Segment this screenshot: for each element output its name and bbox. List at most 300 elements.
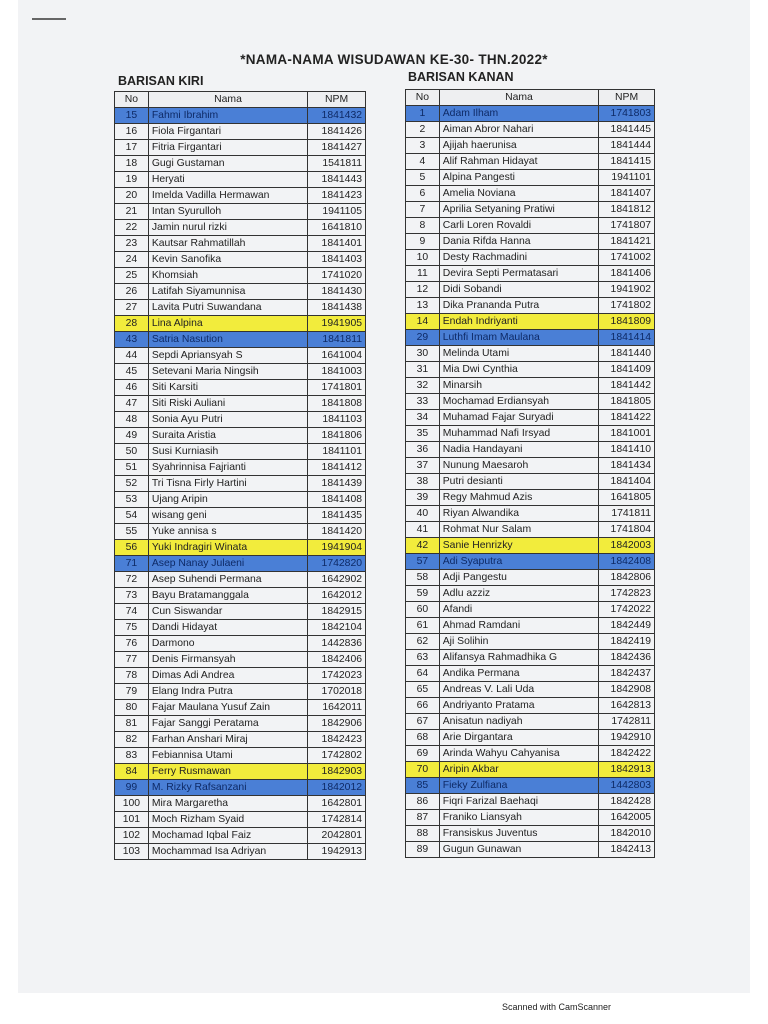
cell-no: 76 <box>115 636 149 652</box>
cell-no: 48 <box>115 412 149 428</box>
cell-nama: Dania Rifda Hanna <box>439 234 598 250</box>
cell-nama: Mochamad Iqbal Faiz <box>148 828 307 844</box>
cell-no: 81 <box>115 716 149 732</box>
cell-npm: 1541811 <box>308 156 366 172</box>
cell-npm: 1941905 <box>308 316 366 332</box>
table-row <box>115 540 366 556</box>
cell-nama: Nadia Handayani <box>439 442 598 458</box>
cell-nama: Andreas V. Lali Uda <box>439 682 598 698</box>
table-row <box>406 666 655 682</box>
cell-npm: 1642011 <box>308 700 366 716</box>
cell-nama: Anisatun nadiyah <box>439 714 598 730</box>
cell-no: 84 <box>115 764 149 780</box>
cell-npm: 1842906 <box>308 716 366 732</box>
cell-no: 10 <box>406 250 440 266</box>
cell-npm: 1842436 <box>599 650 655 666</box>
cell-no: 20 <box>115 188 149 204</box>
cell-no: 77 <box>115 652 149 668</box>
table-row <box>406 234 655 250</box>
cell-nama: Melinda Utami <box>439 346 598 362</box>
table-row <box>406 106 655 122</box>
cell-npm: 1642813 <box>599 698 655 714</box>
cell-nama: Amelia Noviana <box>439 186 598 202</box>
cell-no: 21 <box>115 204 149 220</box>
table-row <box>406 698 655 714</box>
cell-npm: 1742814 <box>308 812 366 828</box>
cell-no: 69 <box>406 746 440 762</box>
cell-npm: 1941904 <box>308 540 366 556</box>
cell-nama: Aji Solihin <box>439 634 598 650</box>
cell-npm: 1841426 <box>308 124 366 140</box>
cell-nama: Satria Nasution <box>148 332 307 348</box>
cell-npm: 1841805 <box>599 394 655 410</box>
cell-nama: Putri desianti <box>439 474 598 490</box>
cell-nama: Asep Suhendi Permana <box>148 572 307 588</box>
cell-no: 50 <box>115 444 149 460</box>
cell-no: 71 <box>115 556 149 572</box>
cell-no: 1 <box>406 106 440 122</box>
cell-npm: 1841415 <box>599 154 655 170</box>
cell-no: 83 <box>115 748 149 764</box>
cell-npm: 1841404 <box>599 474 655 490</box>
cell-npm: 1841103 <box>308 412 366 428</box>
cell-nama: Ujang Aripin <box>148 492 307 508</box>
cell-nama: Siti Karsiti <box>148 380 307 396</box>
table-row <box>406 602 655 618</box>
cell-no: 59 <box>406 586 440 602</box>
cell-nama: Luthfi Imam Maulana <box>439 330 598 346</box>
cell-npm: 1842908 <box>599 682 655 698</box>
cell-npm: 1841401 <box>308 236 366 252</box>
cell-no: 4 <box>406 154 440 170</box>
cell-no: 38 <box>406 474 440 490</box>
table-row <box>115 620 366 636</box>
table-row <box>115 284 366 300</box>
cell-npm: 1742023 <box>308 668 366 684</box>
cell-no: 63 <box>406 650 440 666</box>
cell-npm: 1742823 <box>599 586 655 602</box>
cell-nama: Jamin nurul rizki <box>148 220 307 236</box>
cell-npm: 1741002 <box>599 250 655 266</box>
table-row <box>406 378 655 394</box>
table-row <box>115 396 366 412</box>
table-row <box>115 668 366 684</box>
cell-no: 53 <box>115 492 149 508</box>
cell-nama: wisang geni <box>148 508 307 524</box>
table-row <box>115 796 366 812</box>
cell-npm: 1841421 <box>599 234 655 250</box>
cell-npm: 1641805 <box>599 490 655 506</box>
table-row <box>115 140 366 156</box>
table-row <box>115 748 366 764</box>
cell-no: 73 <box>115 588 149 604</box>
cell-no: 74 <box>115 604 149 620</box>
cell-no: 6 <box>406 186 440 202</box>
table-row <box>406 538 655 554</box>
table-row <box>406 842 655 858</box>
table-row <box>406 826 655 842</box>
cell-no: 25 <box>115 268 149 284</box>
col-header-npm: NPM <box>308 92 366 108</box>
cell-no: 35 <box>406 426 440 442</box>
cell-npm: 1842437 <box>599 666 655 682</box>
cell-no: 39 <box>406 490 440 506</box>
cell-nama: Kevin Sanofika <box>148 252 307 268</box>
table-row <box>406 778 655 794</box>
table-row <box>406 762 655 778</box>
cell-npm: 1642902 <box>308 572 366 588</box>
table-row <box>406 362 655 378</box>
cell-no: 86 <box>406 794 440 810</box>
cell-npm: 1841408 <box>308 492 366 508</box>
cell-no: 14 <box>406 314 440 330</box>
cell-nama: Yuke annisa s <box>148 524 307 540</box>
cell-npm: 1842010 <box>599 826 655 842</box>
cell-nama: Alpina Pangesti <box>439 170 598 186</box>
cell-nama: Devira Septi Permatasari <box>439 266 598 282</box>
cell-npm: 1841811 <box>308 332 366 348</box>
cell-nama: Ferry Rusmawan <box>148 764 307 780</box>
cell-no: 37 <box>406 458 440 474</box>
cell-npm: 1841443 <box>308 172 366 188</box>
cell-nama: Carli Loren Rovaldi <box>439 218 598 234</box>
cell-no: 8 <box>406 218 440 234</box>
cell-no: 75 <box>115 620 149 636</box>
table-row <box>406 138 655 154</box>
cell-no: 58 <box>406 570 440 586</box>
cell-npm: 1842406 <box>308 652 366 668</box>
left-section-heading: BARISAN KIRI <box>118 74 204 88</box>
table-row <box>406 170 655 186</box>
cell-nama: Alifansya Rahmadhika G <box>439 650 598 666</box>
cell-nama: Yuki Indragiri Winata <box>148 540 307 556</box>
col-header-npm: NPM <box>599 90 655 106</box>
cell-npm: 1841001 <box>599 426 655 442</box>
table-row <box>115 316 366 332</box>
table-row <box>115 652 366 668</box>
cell-no: 64 <box>406 666 440 682</box>
cell-nama: Aripin Akbar <box>439 762 598 778</box>
table-row <box>406 458 655 474</box>
cell-no: 78 <box>115 668 149 684</box>
cell-npm: 1842449 <box>599 618 655 634</box>
cell-no: 101 <box>115 812 149 828</box>
table-row <box>406 522 655 538</box>
cell-no: 44 <box>115 348 149 364</box>
table-row <box>115 236 366 252</box>
cell-npm: 1941902 <box>599 282 655 298</box>
cell-no: 47 <box>115 396 149 412</box>
table-row <box>406 298 655 314</box>
cell-nama: Siti Riski Auliani <box>148 396 307 412</box>
cell-no: 65 <box>406 682 440 698</box>
cell-no: 99 <box>115 780 149 796</box>
cell-no: 40 <box>406 506 440 522</box>
cell-npm: 1841439 <box>308 476 366 492</box>
cell-no: 26 <box>115 284 149 300</box>
cell-no: 49 <box>115 428 149 444</box>
cell-npm: 1841432 <box>308 108 366 124</box>
table-row <box>406 202 655 218</box>
table-row <box>115 492 366 508</box>
cell-npm: 1841414 <box>599 330 655 346</box>
cell-nama: Moch Rizham Syaid <box>148 812 307 828</box>
table-row <box>406 266 655 282</box>
cell-nama: Mochammad Isa Adriyan <box>148 844 307 860</box>
cell-nama: Sonia Ayu Putri <box>148 412 307 428</box>
cell-nama: Arinda Wahyu Cahyanisa <box>439 746 598 762</box>
cell-no: 46 <box>115 380 149 396</box>
table-row <box>115 636 366 652</box>
cell-no: 17 <box>115 140 149 156</box>
cell-npm: 1742811 <box>599 714 655 730</box>
cell-nama: Intan Syurulloh <box>148 204 307 220</box>
cell-no: 3 <box>406 138 440 154</box>
cell-npm: 1642801 <box>308 796 366 812</box>
cell-npm: 1842003 <box>599 538 655 554</box>
table-row <box>406 426 655 442</box>
col-header-nama: Nama <box>148 92 307 108</box>
cell-npm: 1841440 <box>599 346 655 362</box>
cell-npm: 1941101 <box>599 170 655 186</box>
cell-no: 72 <box>115 572 149 588</box>
cell-no: 103 <box>115 844 149 860</box>
cell-nama: Adi Syaputra <box>439 554 598 570</box>
cell-nama: Bayu Bratamanggala <box>148 588 307 604</box>
cell-no: 27 <box>115 300 149 316</box>
table-row <box>406 122 655 138</box>
left-graduates-table <box>114 91 366 860</box>
table-header-row <box>406 90 655 106</box>
cell-nama: Adlu azziz <box>439 586 598 602</box>
scanner-watermark: Scanned with CamScanner <box>502 1002 612 1012</box>
cell-no: 67 <box>406 714 440 730</box>
cell-nama: Syahrinnisa Fajrianti <box>148 460 307 476</box>
cell-npm: 1841808 <box>308 396 366 412</box>
cell-no: 62 <box>406 634 440 650</box>
cell-nama: Fieky Zulfiana <box>439 778 598 794</box>
cell-npm: 1741801 <box>308 380 366 396</box>
cell-no: 28 <box>115 316 149 332</box>
cell-no: 43 <box>115 332 149 348</box>
document-title: *NAMA-NAMA WISUDAWAN KE-30- THN.2022* <box>240 52 548 67</box>
cell-nama: Andika Permana <box>439 666 598 682</box>
cell-no: 9 <box>406 234 440 250</box>
cell-no: 54 <box>115 508 149 524</box>
cell-no: 88 <box>406 826 440 842</box>
table-row <box>115 252 366 268</box>
table-row <box>115 156 366 172</box>
cell-nama: Muhammad Nafi Irsyad <box>439 426 598 442</box>
cell-npm: 1741811 <box>599 506 655 522</box>
cell-no: 85 <box>406 778 440 794</box>
cell-no: 79 <box>115 684 149 700</box>
cell-no: 68 <box>406 730 440 746</box>
cell-npm: 1741804 <box>599 522 655 538</box>
table-row <box>115 844 366 860</box>
cell-nama: Minarsih <box>439 378 598 394</box>
cell-nama: Arie Dirgantara <box>439 730 598 746</box>
table-row <box>115 412 366 428</box>
cell-npm: 1841003 <box>308 364 366 380</box>
cell-nama: Adji Pangestu <box>439 570 598 586</box>
cell-nama: Denis Firmansyah <box>148 652 307 668</box>
cell-npm: 1842422 <box>599 746 655 762</box>
cell-nama: Fiola Firgantari <box>148 124 307 140</box>
cell-nama: Gugi Gustaman <box>148 156 307 172</box>
table-row <box>406 282 655 298</box>
cell-nama: Sanie Henrizky <box>439 538 598 554</box>
cell-no: 57 <box>406 554 440 570</box>
cell-npm: 1841427 <box>308 140 366 156</box>
cell-nama: Andriyanto Pratama <box>439 698 598 714</box>
cell-npm: 1842012 <box>308 780 366 796</box>
cell-nama: Setevani Maria Ningsih <box>148 364 307 380</box>
cell-no: 30 <box>406 346 440 362</box>
table-row <box>115 172 366 188</box>
cell-npm: 1841435 <box>308 508 366 524</box>
table-row <box>115 428 366 444</box>
cell-npm: 1841445 <box>599 122 655 138</box>
cell-nama: Dika Prananda Putra <box>439 298 598 314</box>
right-section-heading: BARISAN KANAN <box>408 70 514 84</box>
cell-nama: Kautsar Rahmatillah <box>148 236 307 252</box>
cell-npm: 1841101 <box>308 444 366 460</box>
table-row <box>115 732 366 748</box>
cell-npm: 1942913 <box>308 844 366 860</box>
cell-nama: Heryati <box>148 172 307 188</box>
table-row <box>406 794 655 810</box>
cell-npm: 1841406 <box>599 266 655 282</box>
table-row <box>115 812 366 828</box>
right-graduates-table <box>405 89 655 858</box>
cell-npm: 1842413 <box>599 842 655 858</box>
cell-no: 36 <box>406 442 440 458</box>
cell-npm: 1841434 <box>599 458 655 474</box>
cell-npm: 1842104 <box>308 620 366 636</box>
cell-npm: 1641004 <box>308 348 366 364</box>
cell-npm: 1741807 <box>599 218 655 234</box>
cell-nama: Didi Sobandi <box>439 282 598 298</box>
cell-no: 52 <box>115 476 149 492</box>
table-row <box>115 268 366 284</box>
cell-npm: 1841420 <box>308 524 366 540</box>
cell-nama: Ahmad Ramdani <box>439 618 598 634</box>
cell-npm: 1742820 <box>308 556 366 572</box>
table-row <box>115 300 366 316</box>
cell-no: 33 <box>406 394 440 410</box>
cell-nama: Darmono <box>148 636 307 652</box>
cell-nama: Muhamad Fajar Suryadi <box>439 410 598 426</box>
cell-npm: 1841809 <box>599 314 655 330</box>
cell-no: 45 <box>115 364 149 380</box>
cell-nama: Mira Margaretha <box>148 796 307 812</box>
cell-nama: Sepdi Apriansyah S <box>148 348 307 364</box>
table-row <box>406 554 655 570</box>
cell-no: 87 <box>406 810 440 826</box>
cell-npm: 2042801 <box>308 828 366 844</box>
cell-nama: Tri Tisna Firly Hartini <box>148 476 307 492</box>
cell-no: 102 <box>115 828 149 844</box>
cell-npm: 1842428 <box>599 794 655 810</box>
cell-npm: 1641810 <box>308 220 366 236</box>
table-row <box>115 700 366 716</box>
table-row <box>406 442 655 458</box>
table-row <box>115 588 366 604</box>
cell-no: 15 <box>115 108 149 124</box>
cell-npm: 1842423 <box>308 732 366 748</box>
cell-no: 100 <box>115 796 149 812</box>
cell-npm: 1642012 <box>308 588 366 604</box>
cell-npm: 1842903 <box>308 764 366 780</box>
cell-npm: 1741802 <box>599 298 655 314</box>
cell-npm: 1841409 <box>599 362 655 378</box>
col-header-no: No <box>406 90 440 106</box>
cell-nama: Lavita Putri Suwandana <box>148 300 307 316</box>
table-row <box>406 346 655 362</box>
cell-npm: 1841444 <box>599 138 655 154</box>
cell-npm: 1841422 <box>599 410 655 426</box>
cell-no: 51 <box>115 460 149 476</box>
cell-no: 80 <box>115 700 149 716</box>
table-row <box>115 460 366 476</box>
cell-npm: 1442836 <box>308 636 366 652</box>
cell-no: 56 <box>115 540 149 556</box>
cell-npm: 1841430 <box>308 284 366 300</box>
cell-no: 22 <box>115 220 149 236</box>
table-row <box>406 250 655 266</box>
cell-no: 66 <box>406 698 440 714</box>
cell-nama: Dimas Adi Andrea <box>148 668 307 684</box>
table-row <box>115 684 366 700</box>
table-row <box>406 650 655 666</box>
cell-npm: 1702018 <box>308 684 366 700</box>
cell-npm: 1842419 <box>599 634 655 650</box>
cell-nama: Adam Ilham <box>439 106 598 122</box>
cell-nama: Mia Dwi Cynthia <box>439 362 598 378</box>
table-row <box>115 124 366 140</box>
cell-nama: Latifah Siyamunnisa <box>148 284 307 300</box>
cell-no: 42 <box>406 538 440 554</box>
table-row <box>406 314 655 330</box>
cell-npm: 1842913 <box>599 762 655 778</box>
cell-nama: Fiqri Farizal Baehaqi <box>439 794 598 810</box>
cell-npm: 1841407 <box>599 186 655 202</box>
table-header-row <box>115 92 366 108</box>
cell-nama: M. Rizky Rafsanzani <box>148 780 307 796</box>
table-row <box>406 746 655 762</box>
cell-npm: 1841423 <box>308 188 366 204</box>
cell-nama: Dandi Hidayat <box>148 620 307 636</box>
cell-nama: Aprilia Setyaning Pratiwi <box>439 202 598 218</box>
table-row <box>115 716 366 732</box>
cell-no: 61 <box>406 618 440 634</box>
cell-no: 16 <box>115 124 149 140</box>
cell-nama: Aiman Abror Nahari <box>439 122 598 138</box>
cell-npm: 1442803 <box>599 778 655 794</box>
cell-npm: 1942910 <box>599 730 655 746</box>
cell-nama: Fransiskus Juventus <box>439 826 598 842</box>
cell-no: 2 <box>406 122 440 138</box>
cell-no: 60 <box>406 602 440 618</box>
cell-nama: Lina Alpina <box>148 316 307 332</box>
cell-no: 19 <box>115 172 149 188</box>
cell-nama: Imelda Vadilla Hermawan <box>148 188 307 204</box>
table-row <box>115 524 366 540</box>
table-row <box>406 634 655 650</box>
table-row <box>406 810 655 826</box>
table-row <box>406 218 655 234</box>
